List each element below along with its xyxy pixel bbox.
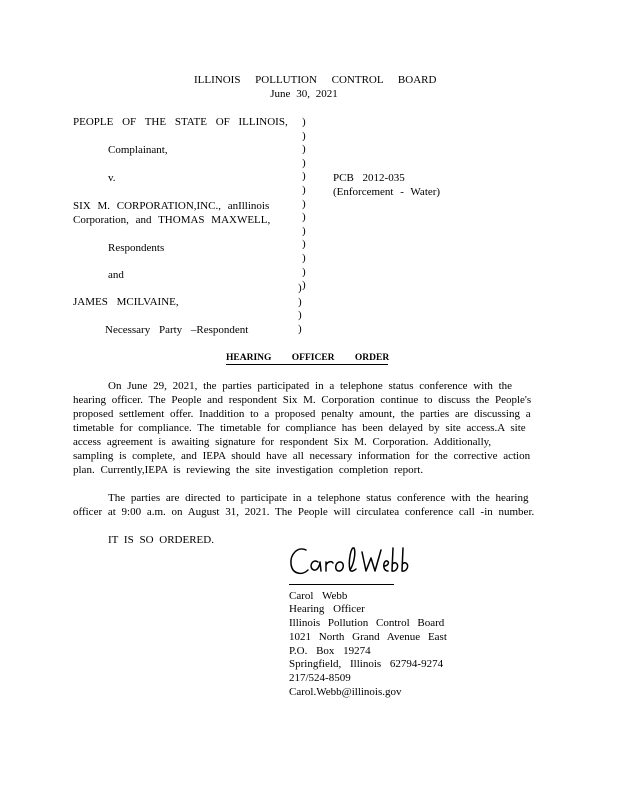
para1-line: sampling is complete, and IEPA should have all necessary information for the corrective action: [73, 450, 531, 462]
para1-line: plan. Currently,IEPA is reviewing the site investigation completion report.: [73, 464, 424, 476]
respondents-label: Respondents: [108, 242, 165, 254]
party-name: JAMES MCILVAINE,: [73, 296, 179, 308]
order-title: HEARING OFFICER ORDER: [226, 353, 390, 363]
signature-block-line: Illinois Pollution Control Board: [289, 617, 445, 629]
order-date: June 30, 2021: [270, 88, 338, 100]
and-label: and: [108, 269, 124, 281]
signature-block-line: Hearing Officer: [289, 603, 365, 615]
para1-line: access agreement is awaiting signature for respondent Six M. Corporation. Additionally,: [73, 436, 492, 448]
complainant-label: Complainant,: [108, 144, 168, 156]
signature-email[interactable]: Carol.Webb@illinois.gov: [289, 686, 402, 698]
signature-block-line: Carol Webb: [289, 590, 348, 602]
caption-bracket-upper: ) ) ) ) ) ) ) ) ) ) ) ) ): [302, 116, 306, 292]
case-type: (Enforcement - Water): [333, 186, 441, 198]
versus-label: v.: [108, 172, 116, 184]
respondent-line-2: Corporation, and THOMAS MAXWELL,: [73, 214, 271, 226]
necessary-party-label: Necessary Party –Respondent: [105, 324, 249, 336]
signature-block-line: 1021 North Grand Avenue East: [289, 631, 447, 643]
respondent-line-1: SIX M. CORPORATION,INC., anIllinois: [73, 200, 270, 212]
agency-name: ILLINOIS POLLUTION CONTROL BOARD: [194, 74, 437, 86]
case-number: PCB 2012-035: [333, 172, 405, 184]
caption-bracket-lower: ) ) ) ): [298, 282, 302, 335]
para1-line: On June 29, 2021, the parties participated in a telephone status conference with the: [108, 380, 513, 392]
signature-block-line: Springfield, Illinois 62794-9274: [289, 658, 444, 670]
para1-line: hearing officer. The People and respondent Six M. Corporation continue to discuss the People's: [73, 394, 532, 406]
para2-line: The parties are directed to participate in a telephone status conference with the hearing: [108, 492, 529, 504]
title-underline: [226, 364, 388, 365]
para1-line: proposed settlement offer. Inaddition to a proposed penalty amount, the parties are discussing a: [73, 408, 531, 420]
para1-line: timetable for compliance. The timetable for compliance has been delayed by site access.A site: [73, 422, 526, 434]
para2-line: officer at 9:00 a.m. on August 31, 2021. The People will circulatea conference call -in number.: [73, 506, 535, 518]
signature-line: [289, 584, 394, 585]
closing-statement: IT IS SO ORDERED.: [108, 534, 214, 546]
signature-block-line: P.O. Box 19274: [289, 645, 371, 657]
signature-block-line: 217/524-8509: [289, 672, 351, 684]
plaintiff-name: PEOPLE OF THE STATE OF ILLINOIS,: [73, 116, 288, 128]
